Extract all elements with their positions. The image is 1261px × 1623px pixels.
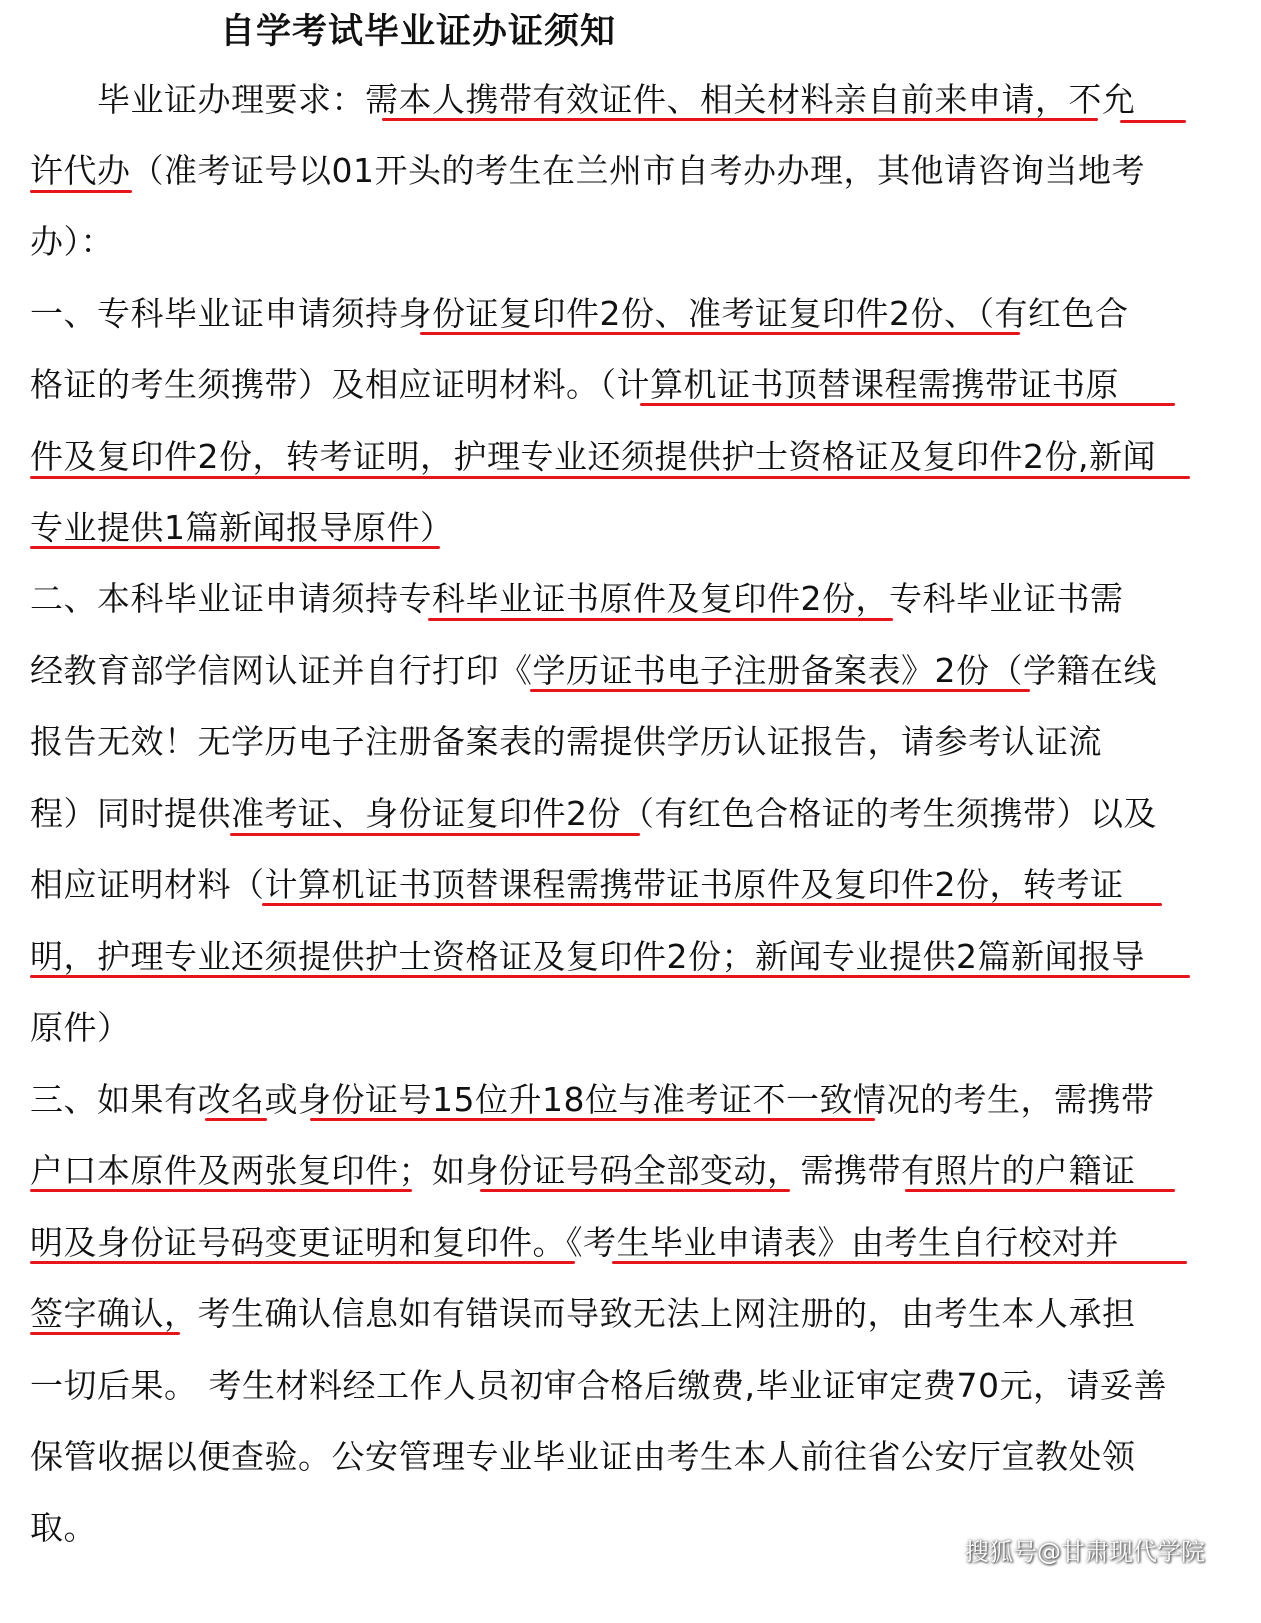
red-underline <box>262 903 1162 906</box>
text-line-16: 户口本原件及两张复印件；如身份证号码全部变动，需携带有照片的户籍证 <box>30 1151 1136 1190</box>
text-line-18: 签字确认，考生确认信息如有错误而导致无法上网注册的，由考生本人承担 <box>30 1294 1136 1333</box>
red-underline <box>382 118 1098 121</box>
text-line-3: 办）： <box>30 222 114 261</box>
text-line-2: 许代办（准考证号以01开头的考生在兰州市自考办办理，其他请咨询当地考 <box>30 151 1145 190</box>
text-line-4: 一、专科毕业证申请须持身份证复印件2份、准考证复印件2份、（有红色合 <box>30 294 1129 333</box>
text-line-6: 件及复印件2份，转考证明，护理专业还须提供护士资格证及复印件2份,新闻 <box>30 437 1156 476</box>
text-line-8: 二、本科毕业证申请须持专科毕业证书原件及复印件2份，专科毕业证书需 <box>30 579 1124 618</box>
red-underline <box>1120 120 1186 123</box>
watermark: 搜狐号@甘肃现代学院 <box>965 1538 1205 1566</box>
red-underline <box>428 618 893 621</box>
red-underline <box>30 190 132 193</box>
red-underline <box>530 689 1030 692</box>
text-line-21: 取。 <box>30 1508 97 1547</box>
text-line-14: 原件） <box>30 1008 131 1047</box>
red-underline <box>612 1261 1187 1264</box>
text-line-11: 程）同时提供准考证、身份证复印件2份（有红色合格证的考生须携带）以及 <box>30 794 1157 833</box>
text-line-12: 相应证明材料（计算机证书顶替课程需携带证书原件及复印件2份，转考证 <box>30 865 1124 904</box>
text-line-20: 保管收据以便查验。公安管理专业毕业证由考生本人前往省公安厅宣教处领 <box>30 1437 1136 1476</box>
red-underline <box>480 1189 790 1192</box>
red-underline <box>205 1118 267 1121</box>
text-line-7: 专业提供1篇新闻报导原件） <box>30 508 454 547</box>
text-line-10: 报告无效！无学历电子注册备案表的需提供学历认证报告，请参考认证流 <box>30 722 1102 761</box>
red-underline <box>30 1189 412 1192</box>
text-line-1: 毕业证办理要求：需本人携带有效证件、相关材料亲自前来申请，不允 <box>30 80 1136 119</box>
red-underline <box>30 975 1190 978</box>
red-underline <box>905 1189 1175 1192</box>
text-line-5: 格证的考生须携带）及相应证明材料。（计算机证书顶替课程需携带证书原 <box>30 365 1119 404</box>
text-line-15: 三、如果有改名或身份证号15位升18位与准考证不一致情况的考生，需携带 <box>30 1080 1155 1119</box>
red-underline <box>420 332 1020 335</box>
red-underline <box>30 476 1190 479</box>
document-title: 自学考试毕业证办证须知 <box>220 12 617 52</box>
red-underline <box>310 1118 875 1121</box>
text-line-19: 一切后果。 考生材料经工作人员初审合格后缴费,毕业证审定费70元，请妥善 <box>30 1366 1167 1405</box>
red-underline <box>230 833 640 836</box>
red-underline <box>30 1332 180 1335</box>
red-underline <box>30 546 440 549</box>
text-line-9: 经教育部学信网认证并自行打印《学历证书电子注册备案表》2份（学籍在线 <box>30 651 1157 690</box>
red-underline <box>30 1261 575 1264</box>
red-underline <box>640 403 1175 406</box>
text-line-13: 明，护理专业还须提供护士资格证及复印件2份；新闻专业提供2篇新闻报导 <box>30 937 1145 976</box>
text-line-17: 明及身份证号码变更证明和复印件。《考生毕业申请表》由考生自行校对并 <box>30 1223 1119 1262</box>
